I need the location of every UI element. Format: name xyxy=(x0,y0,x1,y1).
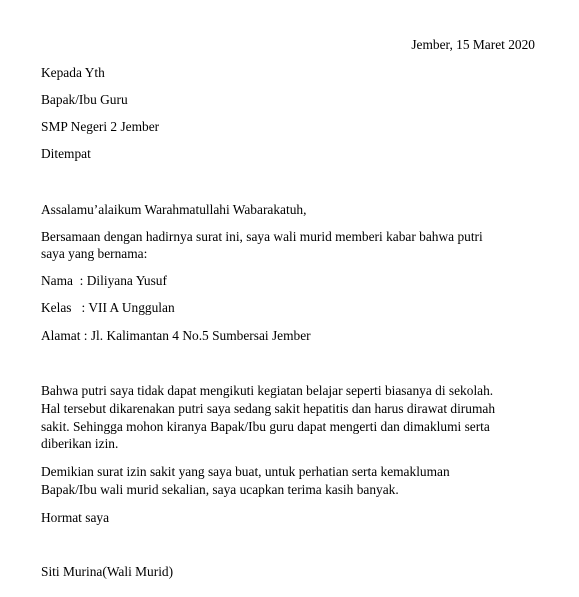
closing-line-1: Demikian surat izin sakit yang saya buat, untuk perhatian serta kemakluman xyxy=(41,464,450,479)
intro-line-2: saya yang bernama: xyxy=(41,246,148,261)
greeting: Assalamu’alaikum Warahmatullahi Wabarakatuh, xyxy=(41,202,307,217)
letter-date: Jember, 15 Maret 2020 xyxy=(411,37,535,52)
closing-line-2: Bapak/Ibu wali murid sekalian, saya ucapkan terima kasih banyak. xyxy=(41,482,399,497)
student-address-row xyxy=(41,327,311,344)
student-name-value: Diliyana Yusuf xyxy=(86,273,167,288)
body-line-2: Hal tersebut dikarenakan putri saya sedang sakit hepatitis dan harus dirawat dirumah xyxy=(41,401,496,416)
recipient-line-4: Ditempat xyxy=(41,146,91,161)
student-class-label: Kelas : xyxy=(41,300,89,315)
student-address-label: Alamat : xyxy=(41,328,91,343)
recipient-line-3: SMP Negeri 2 Jember xyxy=(41,119,160,134)
recipient-line-1: Kepada Yth xyxy=(41,65,105,80)
student-class-value: VII A Unggulan xyxy=(88,300,175,315)
signature-name: Siti Murina(Wali Murid) xyxy=(41,564,174,579)
body-line-4: diberikan izin. xyxy=(41,436,119,451)
student-class-row xyxy=(41,299,175,316)
recipient-line-2: Bapak/Ibu Guru xyxy=(41,92,128,107)
body-line-1: Bahwa putri saya tidak dapat mengikuti kegiatan belajar seperti biasanya di sekolah. xyxy=(41,383,494,398)
student-name-label: Nama : xyxy=(41,273,87,288)
student-name-row xyxy=(41,272,167,289)
intro-line-1: Bersamaan dengan hadirnya surat ini, saya wali murid memberi kabar bahwa putri xyxy=(41,229,483,244)
student-address-value: Jl. Kalimantan 4 No.5 Sumbersai Jember xyxy=(90,328,311,343)
sign-off: Hormat saya xyxy=(41,510,110,525)
body-line-3: sakit. Sehingga mohon kiranya Bapak/Ibu guru dapat mengerti dan dimaklumi serta xyxy=(41,419,490,434)
